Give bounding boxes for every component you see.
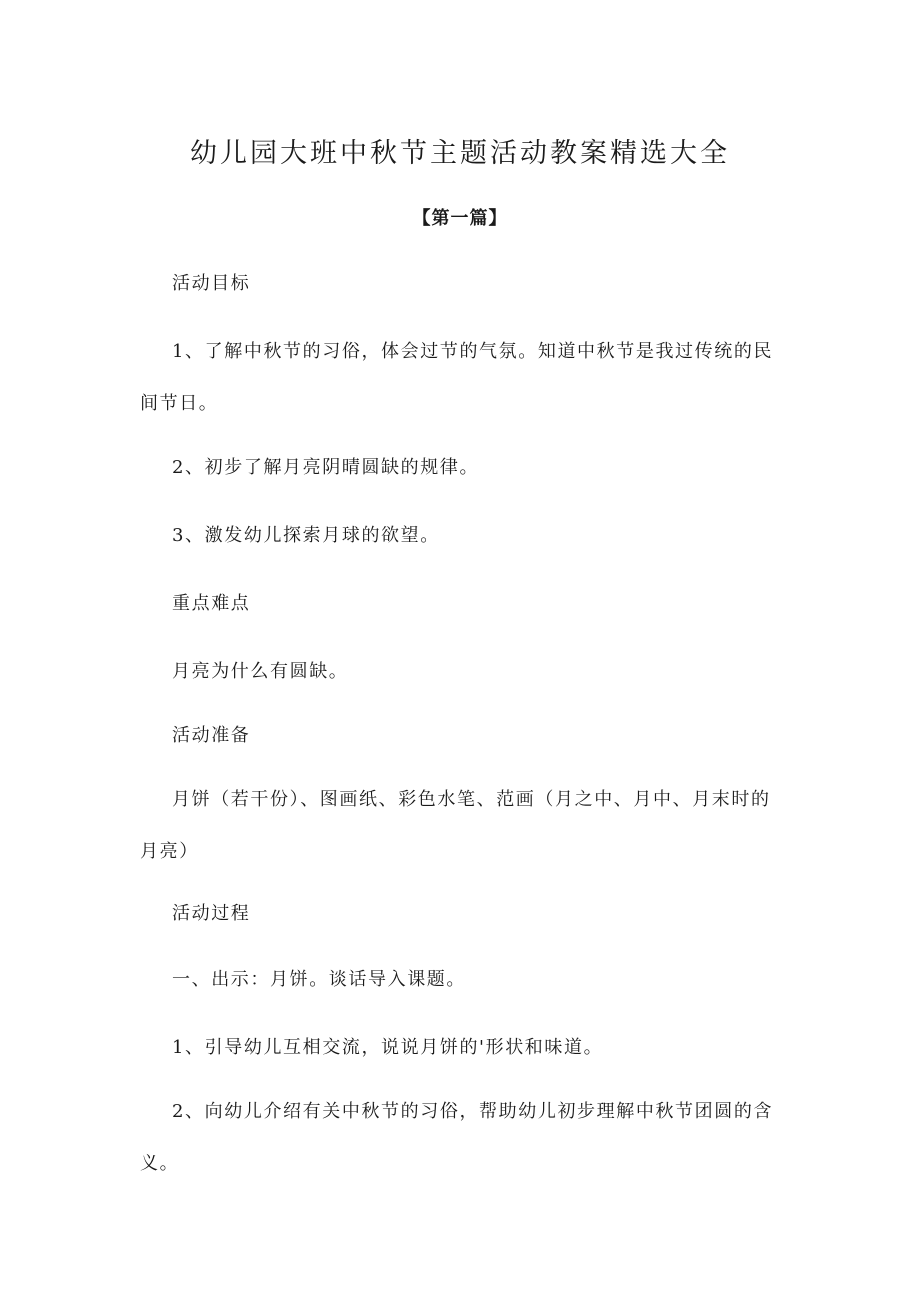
document-title: 幼儿园大班中秋节主题活动教案精选大全 — [190, 138, 730, 169]
process-step-1: 一、出示：月饼。谈话导入课题。 — [172, 969, 466, 990]
goal-item-1: 1、了解中秋节的习俗，体会过节的气氛。知道中秋节是我过传统的民间节日。 — [140, 341, 774, 414]
heading-process: 活动过程 — [172, 903, 251, 924]
goal-item-2: 2、初步了解月亮阴晴圆缺的规律。 — [172, 457, 480, 478]
preparation-text: 月饼（若干份）、图画纸、彩色水笔、范画（月之中、月中、月末时的月亮） — [140, 789, 771, 862]
key-point-text: 月亮为什么有圆缺。 — [172, 661, 349, 682]
process-substep-1: 1、引导幼儿互相交流，说说月饼的'形状和味道。 — [172, 1037, 604, 1058]
section-heading: 【第一篇】 — [412, 208, 508, 229]
heading-preparation: 活动准备 — [172, 725, 251, 746]
goal-item-3: 3、激发幼儿探索月球的欲望。 — [172, 525, 440, 546]
process-substep-2: 2、向幼儿介绍有关中秋节的习俗，帮助幼儿初步理解中秋节团圆的含义。 — [140, 1101, 774, 1174]
heading-key-points: 重点难点 — [172, 593, 251, 614]
heading-activity-goals: 活动目标 — [172, 273, 251, 294]
